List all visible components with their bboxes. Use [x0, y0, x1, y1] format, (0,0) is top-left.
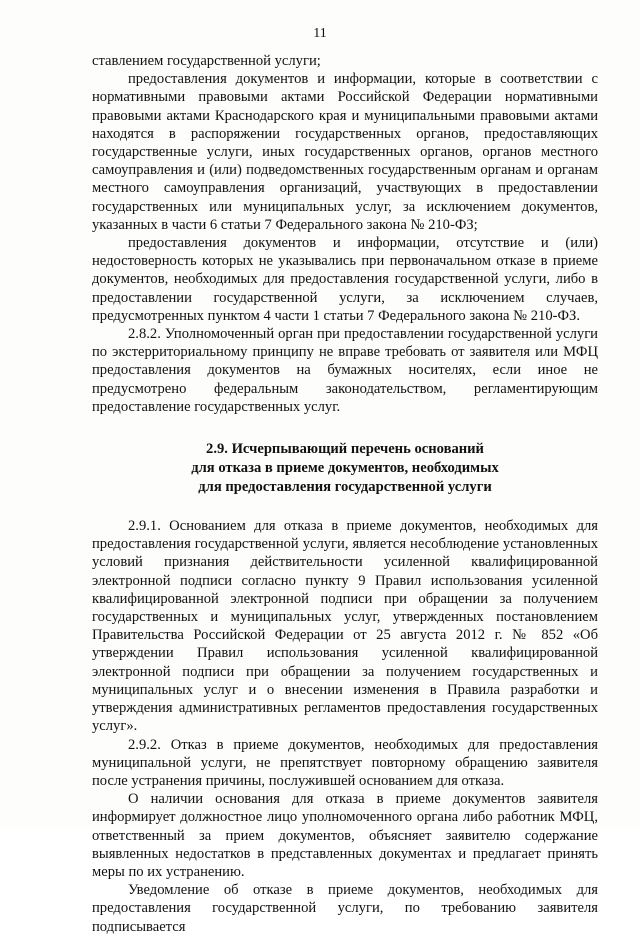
paragraph: О наличии основания для отказа в приеме документов заявителя информирует должностное лицо уполномоченного органа либо работник МФЦ, ответственный за прием документов, объясняет заявителю содержание выявленных недостатков в представленных документах и предлагает принять меры по их устранению. [92, 791, 598, 880]
document-body [92, 52, 598, 936]
paragraph: 2.8.2. Уполномоченный орган при предоставлении государственной услуги по экстерриториальному принципу не вправе требовать от заявителя или МФЦ предоставления документов на бумажных носителях, если иное не предусмотрено федеральным законодательством, регламентирующим предоставление государственных услуг. [92, 326, 598, 415]
paragraph: предоставления документов и информации, которые в соответствии с нормативными правовыми актами Российской Федерации нормативными правовыми актами Краснодарского края и муниципальными правовыми актами находятся в распоряжении государственных органов, предоставляющих государственные услуги, иных государственных органов, органов местного самоуправления и (или) подведомственных государственным органам и органам местного самоуправления организаций, участвующих в предоставлении государственных или муниципальных услуг, за исключением документов, указанных в части 6 статьи 7 Федерального закона № 210-ФЗ; [92, 71, 598, 233]
section-heading-line: для отказа в приеме документов, необходимых [191, 460, 499, 477]
paragraph: ставлением государственной услуги; [92, 53, 321, 69]
section-heading-line: для предоставления государственной услуги [198, 479, 492, 496]
section-heading [92, 440, 598, 497]
paragraph: предоставления документов и информации, отсутствие и (или) недостоверность которых не указывались при первоначальном отказе в приеме документов, необходимых для предоставления государственной услуги, либо в предоставлении государственной услуги, за исключением случаев, предусмотренных пунктом 4 части 1 статьи 7 Федерального закона № 210-ФЗ. [92, 235, 598, 324]
paragraph: Уведомление об отказе в приеме документов, необходимых для предоставления государственной услуги, по требованию заявителя подписывается [92, 882, 598, 935]
section-heading-line: 2.9. Исчерпывающий перечень оснований [206, 441, 484, 458]
paragraph: 2.9.2. Отказ в приеме документов, необходимых для предоставления муниципальной услуги, не препятствует повторному обращению заявителя после устранения причины, послужившей основанием для отказа. [92, 736, 598, 789]
page-number: 11 [313, 26, 327, 41]
paragraph: 2.9.1. Основанием для отказа в приеме документов, необходимых для предоставления государственной услуги, является несоблюдение установленных условий признания действительности усиленной квалифицированной электронной подписи согласно пункту 9 Правил использования усиленной квалифицированной электронной подписи при обращении за получением государственных и муниципальных услуг, утвержденных постановлением Правительства Российской Федерации от 25 августа 2012 г. № 852 «Об утверждении Правил использования усиленной квалифицированной электронной подписи при обращении за получением государственных и муниципальных услуг и о внесении изменения в Правила разработки и утверждения административных регламентов предоставления государственных услуг». [92, 518, 598, 735]
